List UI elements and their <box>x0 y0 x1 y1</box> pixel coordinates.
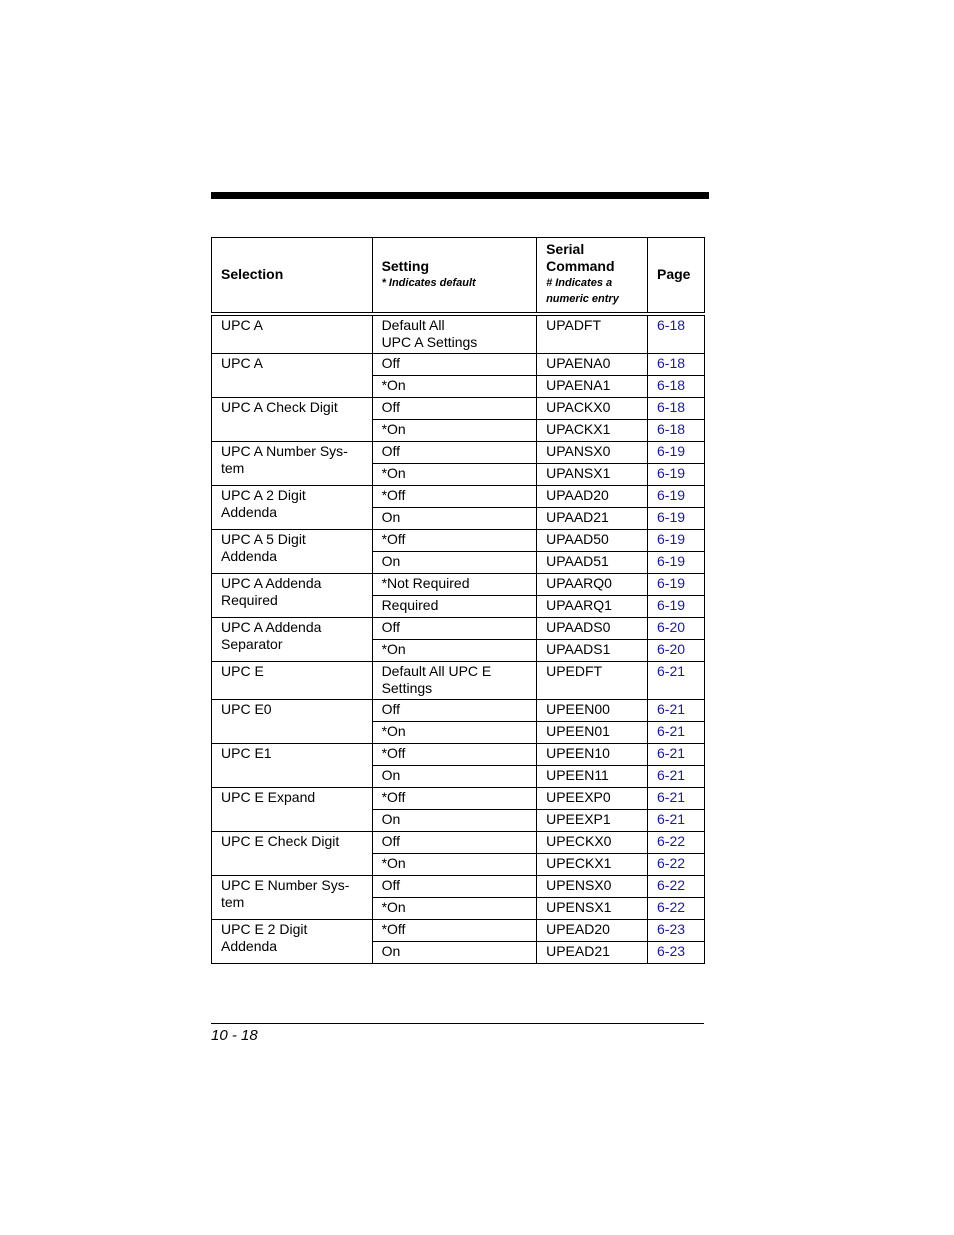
page-cell <box>648 788 705 810</box>
selection-cell: UPC E Check Digit <box>212 832 373 876</box>
page-number: 10 - 18 <box>211 1027 258 1044</box>
page-link[interactable]: 6-19 <box>657 531 686 547</box>
header-serial-command: Serial Command # Indicates a numeric entry <box>537 238 648 315</box>
table-header-row <box>212 238 705 315</box>
page-link[interactable]: 6-21 <box>657 663 686 679</box>
serial-command-cell: UPEEN11 <box>537 766 648 788</box>
table-row <box>212 486 705 508</box>
table-row <box>212 876 705 898</box>
page-link[interactable]: 6-19 <box>657 443 686 459</box>
page-cell <box>648 442 705 464</box>
selection-cell: UPC A <box>212 314 373 354</box>
page-link[interactable]: 6-18 <box>657 317 686 333</box>
setting-cell: *Off <box>372 486 537 508</box>
table-row <box>212 398 705 420</box>
setting-cell: *Not Required <box>372 574 537 596</box>
serial-command-cell: UPENSX1 <box>537 898 648 920</box>
setting-cell: *On <box>372 420 537 442</box>
page-cell <box>648 854 705 876</box>
table-row <box>212 530 705 552</box>
page-cell <box>648 942 705 964</box>
page-link[interactable]: 6-21 <box>657 789 686 805</box>
page-link[interactable]: 6-21 <box>657 811 686 827</box>
serial-command-cell: UPEEN10 <box>537 744 648 766</box>
setting-cell: Off <box>372 618 537 640</box>
page-cell <box>648 596 705 618</box>
setting-cell: On <box>372 508 537 530</box>
page-cell <box>648 354 705 376</box>
serial-command-cell: UPACKX0 <box>537 398 648 420</box>
page-link[interactable]: 6-22 <box>657 877 686 893</box>
setting-cell: Off <box>372 398 537 420</box>
page-cell <box>648 618 705 640</box>
serial-command-cell: UPAAD51 <box>537 552 648 574</box>
table-row <box>212 314 705 354</box>
settings-table <box>211 237 705 964</box>
serial-command-cell: UPAADS0 <box>537 618 648 640</box>
page-cell <box>648 662 705 700</box>
page-link[interactable]: 6-19 <box>657 465 686 481</box>
serial-command-cell: UPECKX1 <box>537 854 648 876</box>
setting-cell: Off <box>372 876 537 898</box>
table-row <box>212 920 705 942</box>
setting-cell: Off <box>372 442 537 464</box>
page-link[interactable]: 6-18 <box>657 355 686 371</box>
page-link[interactable]: 6-18 <box>657 399 686 415</box>
serial-command-cell: UPAARQ1 <box>537 596 648 618</box>
setting-cell: *On <box>372 854 537 876</box>
table-row <box>212 788 705 810</box>
page-cell <box>648 722 705 744</box>
page-cell <box>648 876 705 898</box>
serial-command-cell: UPANSX1 <box>537 464 648 486</box>
table-body <box>212 314 705 964</box>
serial-command-cell: UPEEN00 <box>537 700 648 722</box>
serial-command-cell: UPACKX1 <box>537 420 648 442</box>
serial-command-cell: UPEAD21 <box>537 942 648 964</box>
page-link[interactable]: 6-21 <box>657 723 686 739</box>
serial-command-cell: UPAAD50 <box>537 530 648 552</box>
selection-cell: UPC E <box>212 662 373 700</box>
table-row <box>212 662 705 700</box>
page-cell <box>648 508 705 530</box>
page-link[interactable]: 6-18 <box>657 377 686 393</box>
selection-cell: UPC E0 <box>212 700 373 744</box>
setting-cell: Required <box>372 596 537 618</box>
page-link[interactable]: 6-21 <box>657 767 686 783</box>
page-cell <box>648 920 705 942</box>
page-link[interactable]: 6-19 <box>657 487 686 503</box>
serial-command-cell: UPANSX0 <box>537 442 648 464</box>
serial-command-cell: UPAENA1 <box>537 376 648 398</box>
serial-command-cell: UPENSX0 <box>537 876 648 898</box>
selection-cell: UPC E Number Sys- tem <box>212 876 373 920</box>
table-row <box>212 832 705 854</box>
page-link[interactable]: 6-21 <box>657 745 686 761</box>
page-link[interactable]: 6-23 <box>657 943 686 959</box>
setting-cell: *On <box>372 722 537 744</box>
page-cell <box>648 810 705 832</box>
table-row <box>212 618 705 640</box>
selection-cell: UPC A Number Sys- tem <box>212 442 373 486</box>
table-row <box>212 354 705 376</box>
page-cell <box>648 376 705 398</box>
serial-command-cell: UPEDFT <box>537 662 648 700</box>
page-link[interactable]: 6-19 <box>657 509 686 525</box>
page-link[interactable]: 6-18 <box>657 421 686 437</box>
setting-cell: On <box>372 810 537 832</box>
page-cell <box>648 314 705 354</box>
page-link[interactable]: 6-23 <box>657 921 686 937</box>
header-rule <box>211 192 709 199</box>
selection-cell: UPC A <box>212 354 373 398</box>
setting-cell: On <box>372 766 537 788</box>
selection-cell: UPC E 2 Digit Addenda <box>212 920 373 964</box>
setting-cell: On <box>372 552 537 574</box>
table-row <box>212 700 705 722</box>
setting-cell: *Off <box>372 530 537 552</box>
page-cell <box>648 640 705 662</box>
header-setting: Setting * Indicates default <box>372 238 537 315</box>
setting-cell: *On <box>372 898 537 920</box>
selection-cell: UPC A 2 Digit Addenda <box>212 486 373 530</box>
serial-command-cell: UPEEN01 <box>537 722 648 744</box>
page-link[interactable]: 6-21 <box>657 701 686 717</box>
table-row <box>212 744 705 766</box>
setting-cell: Off <box>372 832 537 854</box>
table-row <box>212 574 705 596</box>
setting-cell: *On <box>372 464 537 486</box>
page-cell <box>648 398 705 420</box>
page-link[interactable]: 6-20 <box>657 641 686 657</box>
page-cell <box>648 552 705 574</box>
header-selection: Selection <box>212 238 373 315</box>
page-cell <box>648 744 705 766</box>
setting-cell: *Off <box>372 920 537 942</box>
setting-cell: Default All UPC E Settings <box>372 662 537 700</box>
serial-command-cell: UPAAD21 <box>537 508 648 530</box>
footer-rule <box>211 1023 704 1024</box>
header-serial-note: # Indicates a numeric entry <box>546 277 619 305</box>
page-cell <box>648 766 705 788</box>
page-cell <box>648 486 705 508</box>
setting-cell: *On <box>372 376 537 398</box>
serial-command-cell: UPAARQ0 <box>537 574 648 596</box>
page-cell <box>648 420 705 442</box>
page-cell <box>648 898 705 920</box>
table-row <box>212 442 705 464</box>
page-link[interactable]: 6-19 <box>657 575 686 591</box>
page-link[interactable]: 6-22 <box>657 833 686 849</box>
serial-command-cell: UPEEXP0 <box>537 788 648 810</box>
selection-cell: UPC A Addenda Separator <box>212 618 373 662</box>
page-link[interactable]: 6-20 <box>657 619 686 635</box>
setting-cell: Default All UPC A Settings <box>372 314 537 354</box>
serial-command-cell: UPAAD20 <box>537 486 648 508</box>
page-cell <box>648 574 705 596</box>
selection-cell: UPC E Expand <box>212 788 373 832</box>
page-cell <box>648 464 705 486</box>
header-setting-note: * Indicates default <box>381 276 476 289</box>
serial-command-cell: UPECKX0 <box>537 832 648 854</box>
selection-cell: UPC A 5 Digit Addenda <box>212 530 373 574</box>
setting-cell: *On <box>372 640 537 662</box>
page-cell <box>648 832 705 854</box>
selection-cell: UPC A Addenda Required <box>212 574 373 618</box>
setting-cell: *Off <box>372 744 537 766</box>
page-cell <box>648 530 705 552</box>
setting-cell: Off <box>372 354 537 376</box>
header-page: Page <box>648 238 705 315</box>
selection-cell: UPC E1 <box>212 744 373 788</box>
serial-command-cell: UPAADS1 <box>537 640 648 662</box>
setting-cell: Off <box>372 700 537 722</box>
page-link[interactable]: 6-19 <box>657 597 686 613</box>
serial-command-cell: UPAENA0 <box>537 354 648 376</box>
serial-command-cell: UPEAD20 <box>537 920 648 942</box>
page-cell <box>648 700 705 722</box>
selection-cell: UPC A Check Digit <box>212 398 373 442</box>
setting-cell: *Off <box>372 788 537 810</box>
page-link[interactable]: 6-19 <box>657 553 686 569</box>
page-link[interactable]: 6-22 <box>657 899 686 915</box>
serial-command-cell: UPADFT <box>537 314 648 354</box>
serial-command-cell: UPEEXP1 <box>537 810 648 832</box>
page-link[interactable]: 6-22 <box>657 855 686 871</box>
setting-cell: On <box>372 942 537 964</box>
